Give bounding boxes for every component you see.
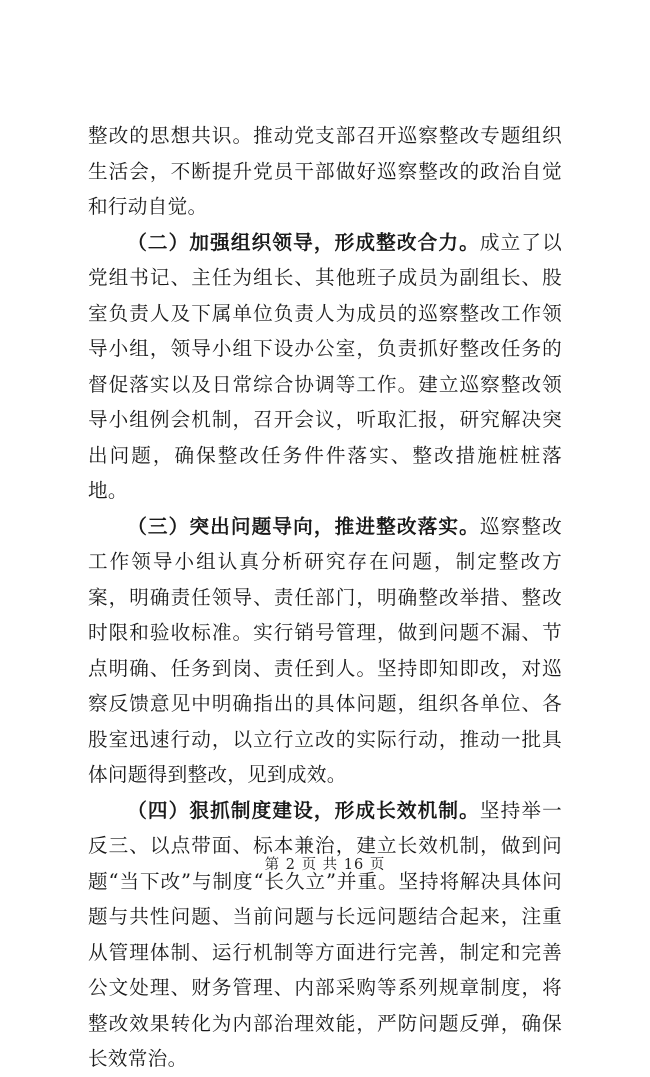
document-body — [88, 118, 562, 1077]
paragraph-heading: （四）狠抓制度建设，形成长效机制。 — [127, 798, 480, 822]
paragraph-organization-leadership — [88, 225, 562, 509]
paragraph-text: 坚持举一反三、以点带面、标本兼治，建立长效机制，做到问题“当下改”与制度“长久立”并重。坚持将解决具体问题与共性问题、当前问题与长远问题结合起来，注重从管理体制、运行机制等方面进行完善，制定和完善公文处理、财务管理、内部采购等系列规章制度，将整改效果转化为内部治理效能，严防问题反弹，确保长效常治。 — [88, 798, 562, 1070]
paragraph-continuation — [88, 118, 562, 225]
paragraph-heading: （二）加强组织领导，形成整改合力。 — [127, 230, 480, 254]
paragraph-system-building — [88, 793, 562, 1077]
paragraph-text: 成立了以党组书记、主任为组长、其他班子成员为副组长、股室负责人及下属单位负责人为成员的巡察整改工作领导小组，领导小组下设办公室，负责抓好整改任务的督促落实以及日常综合协调等工作。建立巡察整改领导小组例会机制，召开会议，听取汇报，研究解决突出问题，确保整改任务件件落实、整改措施桩桩落地。 — [88, 230, 562, 502]
paragraph-heading: （三）突出问题导向，推进整改落实。 — [127, 514, 480, 538]
paragraph-problem-orientation — [88, 509, 562, 793]
page-number: 第 2 页 共 16 页 — [264, 857, 386, 873]
paragraph-text: 整改的思想共识。推动党支部召开巡察整改专题组织生活会，不断提升党员干部做好巡察整改的政治自觉和行动自觉。 — [88, 124, 562, 218]
paragraph-text: 巡察整改工作领导小组认真分析研究存在问题，制定整改方案，明确责任领导、责任部门，明确整改举措、整改时限和验收标准。实行销号管理，做到问题不漏、节点明确、任务到岗、责任到人。坚持即知即改，对巡察反馈意见中明确指出的具体问题，组织各单位、各股室迅速行动，以立行立改的实际行动，推动一批具体问题得到整改，见到成效。 — [88, 514, 562, 786]
